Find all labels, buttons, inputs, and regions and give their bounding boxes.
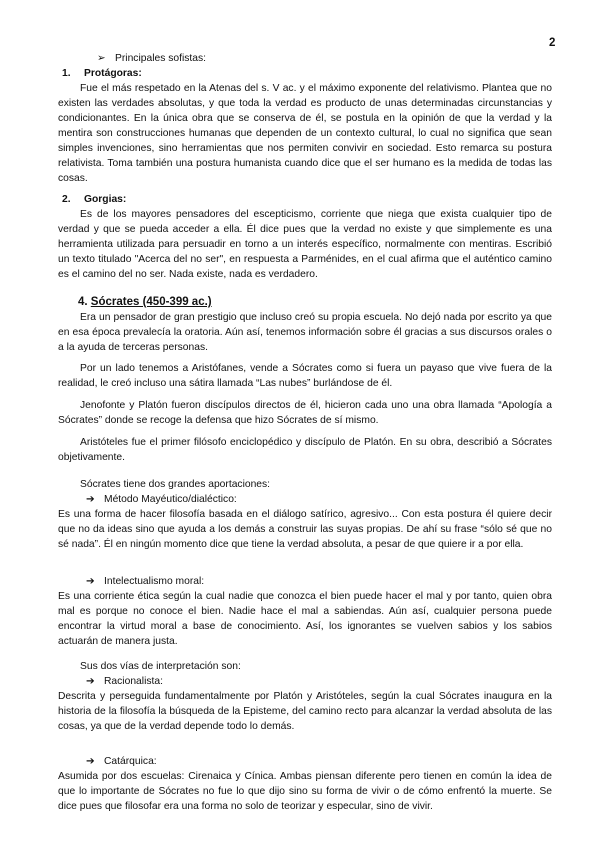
vias-intro: Sus dos vías de interpretación son: <box>80 661 241 672</box>
arrow-bullet-icon: ➔ <box>86 756 95 767</box>
socrates-p1: Era un pensador de gran prestigio que incluso creó su propia escuela. No dejó nada por escrito ya que en esa época prevalecía la oratoria. Aún así, tenemos información sobre él gracias a sus discursos orales o a la ayuda de terceras personas. <box>58 312 552 353</box>
gorgias-heading-text: Gorgias: <box>84 194 127 205</box>
page-number: 2 <box>549 37 556 49</box>
catarquica-text: Asumida por dos escuelas: Cirenaica y Cínica. Ambas piensan diferente pero tienen en común la idea de que lo importante de Sócrates no fue lo que dijo sino su forma de vivir o de cómo enfrentó la muerte. Se dice pues que filosofar era una forma no solo de teorizar y especular, sino de vivir. <box>58 771 552 812</box>
protagoras-number: 1. <box>62 68 71 79</box>
catarquica-label <box>86 754 157 769</box>
mayeutico-text: Es una forma de hacer filosofía basada en el diálogo satírico, agresivo... Con esta postura él quiere decir que no da ideas sino que ayuda a los demás a construir las suyas propias. De ahí su frase “sólo sé que no sé nada”. Él en ningún momento dice que tiene la verdad absoluta, a pesar de que quiere ir a por ella. <box>58 509 552 550</box>
mayeutico-label-text: Método Mayéutico/dialéctico: <box>104 494 237 505</box>
gorgias-number: 2. <box>62 194 71 205</box>
socrates-p2: Por un lado tenemos a Aristófanes, vende a Sócrates como si fuera un payaso que vive fuera de la realidad, le creó incluso una sátira llamada “Las nubes” burlándose de él. <box>58 363 552 389</box>
arrow-bullet-icon: ➔ <box>86 494 95 505</box>
racionalista-label <box>86 674 163 689</box>
arrow-bullet-icon: ➔ <box>86 676 95 687</box>
arrowhead-bullet-icon: ➢ <box>97 53 106 64</box>
socrates-p4: Aristóteles fue el primer filósofo enciclopédico y discípulo de Platón. En su obra, describió a Sócrates objetivamente. <box>58 437 552 463</box>
intelectualismo-label-text: Intelectualismo moral: <box>104 576 205 587</box>
mayeutico-label <box>86 492 237 507</box>
socrates-number: 4. <box>78 296 88 308</box>
gorgias-heading <box>62 192 126 207</box>
racionalista-label-text: Racionalista: <box>104 676 163 687</box>
intelectualismo-text: Es una corriente ética según la cual nadie que conozca el bien puede hacer el mal y por tanto, quien obra mal es porque no conoce el bien. Nadie hace el mal a sabiendas. Aún así, cualquier persona puede encontrar la virtud moral a base de conocimiento. Así, los ignorantes se vuelven sabios y los sabios actuarán de manera justa. <box>58 591 552 647</box>
sofistas-intro-text: Principales sofistas: <box>115 53 206 64</box>
socrates-p3: Jenofonte y Platón fueron discípulos directos de él, hicieron cada uno una obra llamada “Apología a Sócrates” donde se recoge la defensa que hizo Sócrates de sí mismo. <box>58 400 552 426</box>
protagoras-heading <box>62 66 142 81</box>
aportaciones-intro: Sócrates tiene dos grandes aportaciones: <box>80 479 271 490</box>
intelectualismo-label <box>86 574 204 589</box>
gorgias-text: Es de los mayores pensadores del escepticismo, corriente que niega que exista cualquier tipo de verdad y que se pueda acceder a ella. Él dice pues que la verdad no existe y que simplemente es una herramienta utilizada para persuadir en torno a un interés específico, normalmente con mentiras. Escribió un texto titulado "Acerca del no ser", en respuesta a Parménides, en el cual afirma que el auténtico camino es el camino del no ser. Nada existe, nada es verdadero. <box>58 209 552 280</box>
arrow-bullet-icon: ➔ <box>86 576 95 587</box>
catarquica-label-text: Catárquica: <box>104 756 157 767</box>
socrates-heading <box>78 294 212 310</box>
sofistas-intro <box>97 51 206 66</box>
racionalista-text: Descrita y perseguida fundamentalmente por Platón y Aristóteles, según la cual Sócrates inaugura en la historia de la filosofía la búsqueda de la Episteme, del camino recto para alcanzar la verdad absoluta de las cosas, ya que de la verdad depende todo lo demás. <box>58 691 552 732</box>
socrates-title: Sócrates (450-399 ac.) <box>90 296 212 308</box>
protagoras-heading-text: Protágoras: <box>84 68 142 79</box>
protagoras-text: Fue el más respetado en la Atenas del s. V ac. y el máximo exponente del relativismo. Plantea que no existen las verdades absolutas, y que toda la verdad es producto de unas determinadas circunstancias y condicionantes. En la única obra que se conserva de él, se postula en la opinión de que la verdad y la mentira son construcciones humanas que dependen de un contexto cultural, lo cual no significa que sean simples invenciones, sino herramientas que nos permiten convivir en sociedad. Esto remarca su postura relativista. Toma también una postura humanista cuando dice que el ser humano es la medida de todas las cosas. <box>58 83 552 184</box>
